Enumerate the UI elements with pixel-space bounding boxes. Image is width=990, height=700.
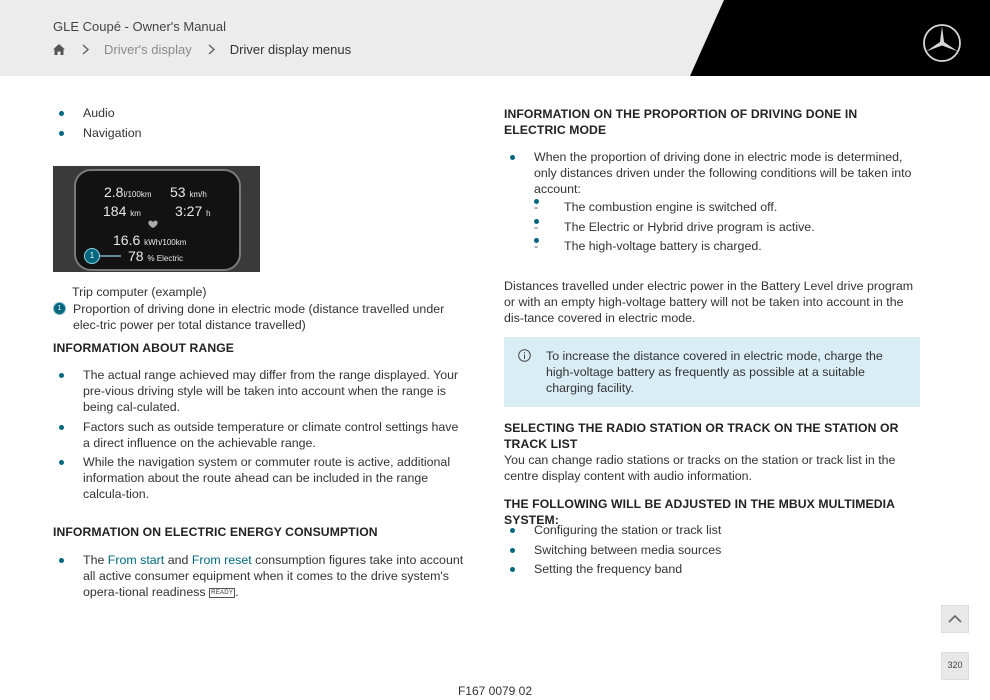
home-icon[interactable] <box>52 43 66 56</box>
list-item: Configuring the station or track list <box>504 522 920 538</box>
list-item-audio: Audio <box>53 105 468 121</box>
ready-indicator-icon: READY <box>211 589 234 596</box>
scroll-top-button[interactable] <box>941 605 969 633</box>
chevron-right-icon <box>204 43 220 56</box>
list-item: - The high-voltage battery is charged. <box>534 238 920 254</box>
list-item: - The Electric or Hybrid drive program is active. <box>534 219 920 235</box>
mbux-list <box>504 522 920 581</box>
trip-computer-image <box>53 166 260 272</box>
range-list <box>53 367 468 506</box>
chevron-right-icon <box>78 43 94 56</box>
legend-badge: 1 <box>53 302 66 315</box>
cluster-time: 3:27 h <box>175 203 211 219</box>
electric-proportion-list <box>504 149 920 258</box>
cluster-electric: 78 % Electric <box>128 248 184 264</box>
info-box <box>504 337 920 407</box>
manual-title: GLE Coupé - Owner's Manual <box>53 19 227 34</box>
list-item: The From start and From reset consumption figures take into account all active consumer equipment when it comes to the drive system's opera-tional readiness READY . <box>53 552 468 600</box>
conditions-list <box>534 199 920 254</box>
chevron-up-icon <box>942 606 968 632</box>
heading-energy: INFORMATION ON ELECTRIC ENERGY CONSUMPTION <box>53 525 378 539</box>
breadcrumb-driver-display-menus[interactable]: Driver display menus <box>229 42 352 57</box>
battery-paragraph: Distances travelled under electric power in the Battery Level drive program or with an empty high-voltage battery will not be taken into account in the dis-tance covered in electric mode. <box>504 279 914 325</box>
from-start-link[interactable]: From start <box>107 553 165 567</box>
list-item: When the proportion of driving done in electric mode is determined, only distances driven under the following conditions will be taken into account: - The combustion engine is switched off. - The Electric or Hybrid drive program is active. - The high-voltage battery is charged. <box>504 149 920 254</box>
heading-mbux: THE FOLLOWING WILL BE ADJUSTED IN THE MBUX MULTIMEDIA SYSTEM: <box>504 497 895 527</box>
left-top-list <box>53 105 468 144</box>
from-reset-link[interactable]: From reset <box>191 553 252 567</box>
breadcrumb-drivers-display[interactable]: Driver's display <box>104 42 192 57</box>
mercedes-star-icon[interactable] <box>922 23 962 63</box>
info-icon <box>518 349 531 362</box>
heading-electric-proportion: INFORMATION ON THE PROPORTION OF DRIVING DONE IN ELECTRIC MODE <box>504 107 858 137</box>
cluster-speed: 53 km/h <box>170 184 207 200</box>
radio-paragraph: You can change radio stations or tracks on the station or track list in the centre display content with audio information. <box>504 453 896 483</box>
page-number-button[interactable] <box>941 652 969 680</box>
heading-range: INFORMATION ABOUT RANGE <box>53 341 235 355</box>
info-text: To increase the distance covered in electric mode, charge the high-voltage battery as frequently as possible at a suitable charging facility. <box>546 349 883 395</box>
cluster-consumption: 2.8l/100km <box>104 184 152 200</box>
breadcrumb <box>52 42 351 57</box>
legend <box>53 301 465 333</box>
list-item: Switching between media sources <box>504 542 920 558</box>
cluster-energy: 16.6 kWh/100km <box>113 232 187 248</box>
heading-radio-station: SELECTING THE RADIO STATION OR TRACK ON THE STATION OR TRACK LIST <box>504 421 899 451</box>
page-number: 320 <box>947 660 963 670</box>
list-item: Setting the frequency band <box>504 561 920 577</box>
list-item: While the navigation system or commuter route is active, additional information about the route ahead can be included in the range calcula-tion. <box>53 454 468 502</box>
cluster-badge: 1 <box>84 248 100 264</box>
list-item: - The combustion engine is switched off. <box>534 199 920 215</box>
trip-caption: Trip computer (example) <box>72 285 207 299</box>
list-item: Factors such as outside temperature or climate control settings have a direct influence on the achievable range. <box>53 419 468 451</box>
legend-text: Proportion of driving done in electric mode (distance travelled under elec-tric power per total distance travelled) <box>73 302 445 332</box>
list-item: The actual range achieved may differ from the range displayed. Your pre-vious driving style will be taken into account when the range is being cal-culated. <box>53 367 468 415</box>
list-item-navigation: Navigation <box>53 125 468 141</box>
figure-code: F167 0079 02 <box>457 684 533 698</box>
energy-list <box>53 552 468 604</box>
cluster-distance: 184 km <box>103 203 141 219</box>
